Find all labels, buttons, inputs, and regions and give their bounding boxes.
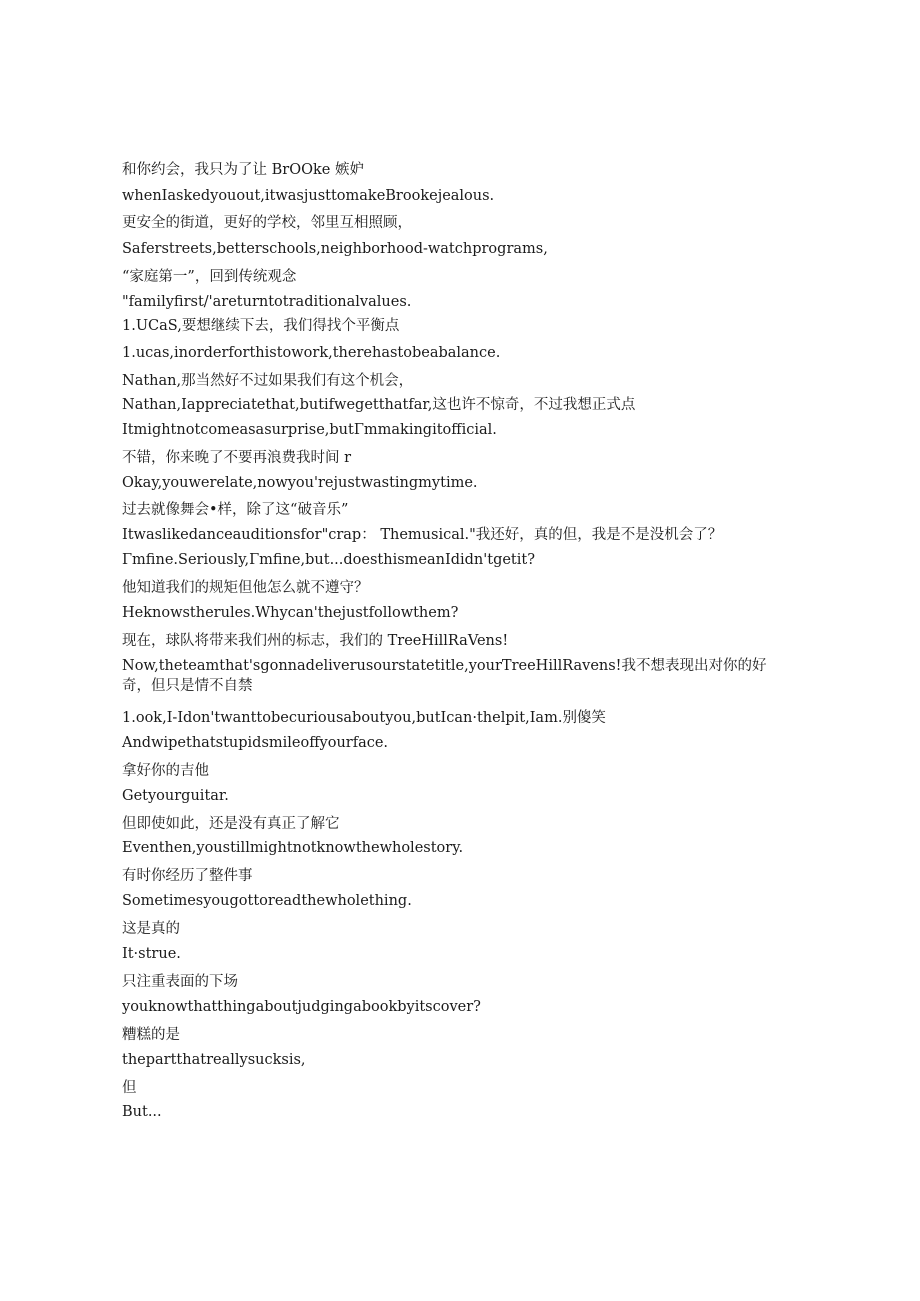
text-line: 1.UCaS,要想继续下去，我们得找个平衡点 [122,318,400,334]
text-line: Nathan,那当然好不过如果我们有这个机会， [122,373,414,389]
text-line: 1.ook,I-Idon'twanttobecuriousaboutyou,butIcan·thelpit,Iam.别傻笑 [122,710,606,726]
text-line: “家庭第一”，回到传统观念 [122,269,297,285]
text-line: Itwaslikedanceauditionsfor"crap： Themusical."我还好，真的但，我是不是没机会了？ [122,527,723,543]
text-line: 拿好你的吉他 [122,763,209,779]
text-line: Okay,youwerelate,nowyou'rejustwastingmytime. [122,475,478,491]
text-line: But... [122,1104,162,1120]
text-line: 但 [122,1080,137,1096]
text-line: Now,theteamthat'sgonnadeliverusourstatetitle,yourTreeHillRavens!我不想表现出对你的好奇，但只是情不自禁 [122,658,767,694]
text-line: 更安全的街道，更好的学校，邻里互相照顾， [122,215,412,231]
text-line: Saferstreets,betterschools,neighborhood-watchprograms, [122,241,548,257]
text-line: 不错，你来晚了不要再浪费我时间 r [122,450,352,466]
text-line: 糟糕的是 [122,1027,180,1043]
text-line: 过去就像舞会•样，除了这“破音乐” [122,502,349,518]
text-line: Itmightnotcomeasasurprise,butΓmmakingitofficial. [122,422,497,438]
text-line: Andwipethatstupidsmileoffyourface. [122,735,389,751]
text-line: Γmfine.Seriously,Γmfine,but...doesthismeanIdidn'tgetit? [122,552,536,568]
text-line: 只注重表面的下场 [122,974,238,990]
text-line: 现在，球队将带来我们州的标志，我们的 TreeHillRaVens! [122,633,509,649]
text-line: Eventhen,youstillmightnotknowthewholestory. [122,840,464,856]
text-line: 1.ucas,inorderforthistowork,therehastobeabalance. [122,345,501,361]
text-line: Sometimesyougottoreadthewholething. [122,893,412,909]
text-line: Nathan,Iappreciatethat,butifwegetthatfar,这也许不惊奇，不过我想正式点 [122,397,636,413]
text-line: thepartthatreallysucksis, [122,1052,306,1068]
text-line: 和你约会，我只为了让 BrOOke 嫉妒 [122,162,364,178]
text-line: 有时你经历了整件事 [122,868,253,884]
text-line: whenIaskedyouout,itwasjusttomakeBrookejealous. [122,188,495,204]
text-line: Heknowstherules.Whycan'thejustfollowthem? [122,605,459,621]
text-line: 但即使如此，还是没有真正了解它 [122,816,340,832]
text-line: 他知道我们的规矩但他怎么就不遵守？ [122,580,369,596]
text-line: 这是真的 [122,921,180,937]
text-line: "familyfirst/'areturntotraditionalvalues. [122,294,412,310]
text-line: youknowthatthingaboutjudgingabookbyitscover? [122,999,481,1015]
text-line: It·strue. [122,946,181,962]
text-line: Getyourguitar. [122,788,229,804]
